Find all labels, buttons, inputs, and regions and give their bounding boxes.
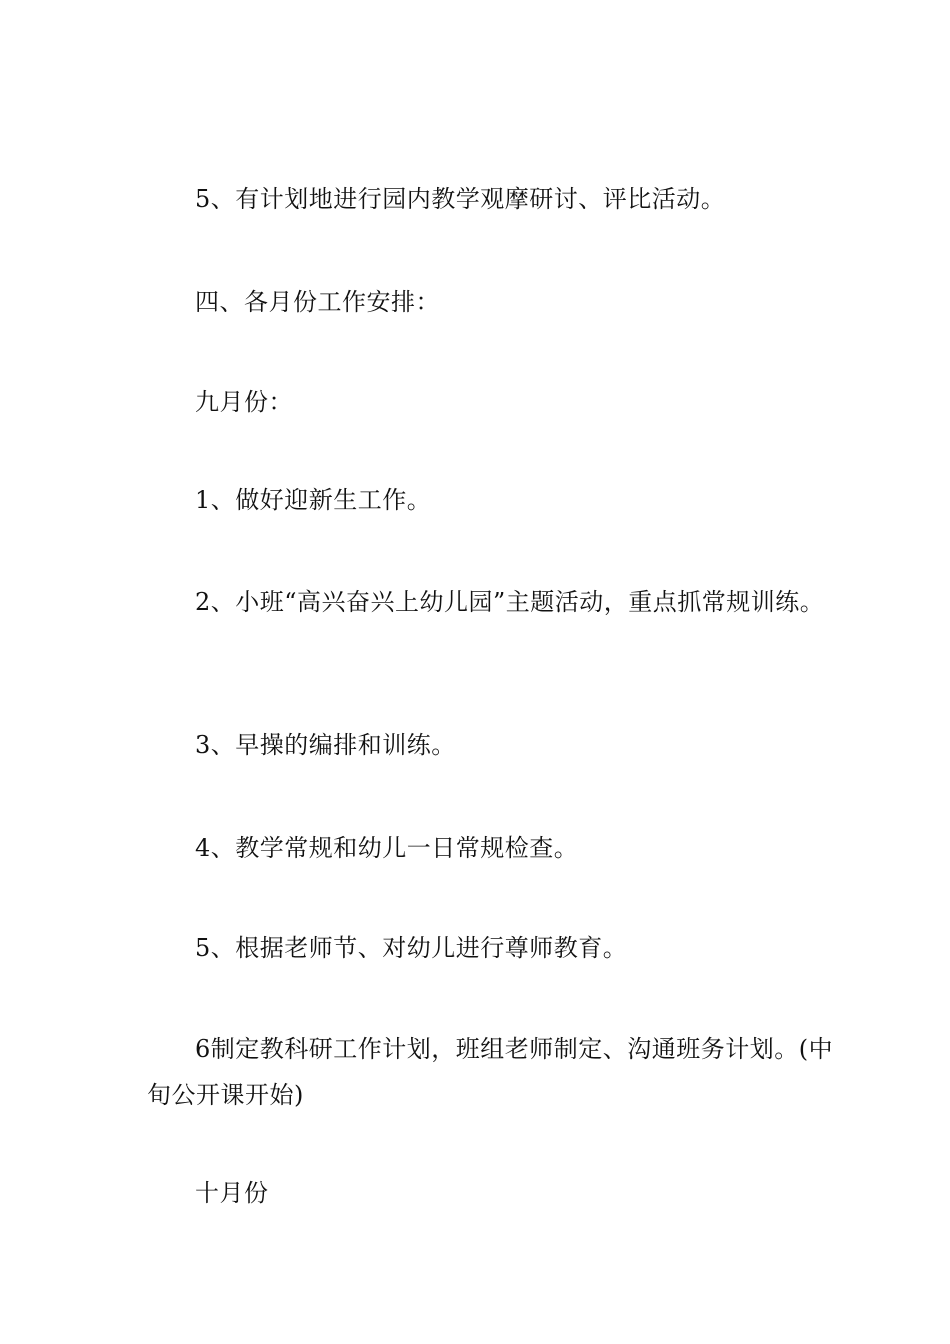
month-heading-october: 十月份 (195, 1179, 269, 1207)
month-heading-september: 九月份： (195, 388, 293, 416)
section-heading-monthly-arrangement: 四、各月份工作安排： (195, 288, 440, 316)
september-item-5: 5、根据老师节、对幼儿进行尊师教育。 (195, 934, 628, 962)
september-item-1: 1、做好迎新生工作。 (195, 486, 432, 514)
september-item-4: 4、教学常规和幼儿一日常规检查。 (195, 834, 579, 862)
september-item-6: 6制定教科研工作计划，班组老师制定、沟通班务计划。(中旬公开课开始) (147, 1035, 834, 1109)
september-item-3: 3、早操的编排和训练。 (195, 731, 456, 759)
september-item-2: 2、小班“高兴奋兴上幼儿园”主题活动，重点抓常规训练。 (195, 588, 825, 616)
paragraph-item-5-teaching-observation: 5、有计划地进行园内教学观摩研讨、评比活动。 (195, 185, 726, 213)
